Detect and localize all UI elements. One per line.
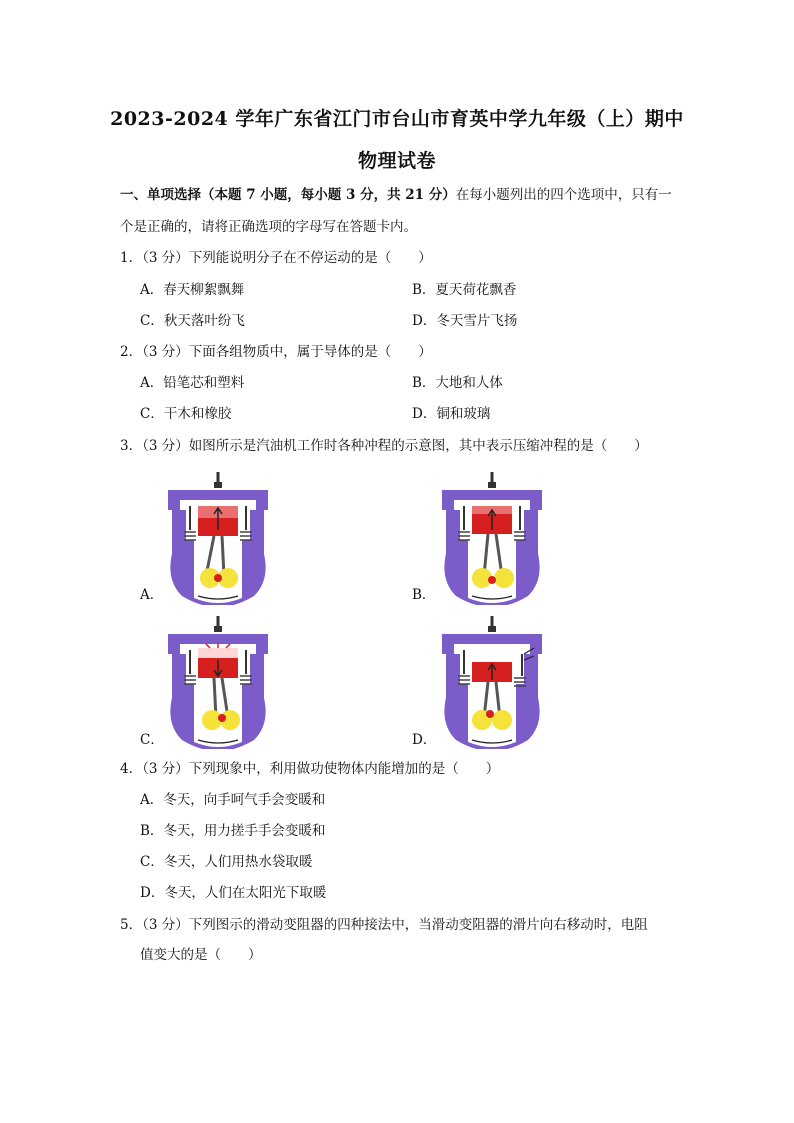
q4-stem: 4．（3 分）下列现象中，利用做功使物体内能增加的是（ ） (120, 761, 500, 777)
engine-d-svg (432, 614, 552, 749)
q2-option-b: B．大地和人体 (412, 375, 503, 391)
q3-stem: 3．（3 分）如图所示是汽油机工作时各种冲程的示意图，其中表示压缩冲程的是（ ） (120, 438, 648, 454)
q3-option-d: D． (412, 732, 437, 748)
section1-heading-rest: 在每小题列出的四个选项中，只有一 (455, 187, 672, 203)
q2-option-c: C．干木和橡胶 (140, 406, 232, 422)
q1-option-d: D．冬天雪片飞扬 (412, 313, 518, 329)
engine-a-svg (158, 470, 278, 605)
q2-option-d: D．铜和玻璃 (412, 406, 491, 422)
q1-option-c: C．秋天落叶纷飞 (140, 313, 245, 329)
q4-option-b: B．冬天，用力搓手手会变暖和 (140, 823, 326, 839)
exam-title-line2: 物理试卷 (357, 150, 436, 172)
q4-option-a: A．冬天，向手呵气手会变暖和 (140, 792, 326, 808)
q4-option-d: D．冬天，人们在太阳光下取暖 (140, 885, 327, 901)
q3-option-a: A． (140, 587, 164, 603)
exam-title-line1: 2023-2024 学年广东省江门市台山市育英中学九年级（上）期中 (110, 108, 684, 130)
q1-option-a: A．春天柳絮飘舞 (140, 282, 245, 298)
engine-diagram-b (432, 470, 552, 605)
engine-diagram-a (158, 470, 278, 605)
q2-stem: 2．（3 分）下面各组物质中，属于导体的是（ ） (120, 344, 432, 360)
section1-heading-line2: 个是正确的，请将正确选项的字母写在答题卡内。 (120, 219, 417, 235)
q4-option-c: C．冬天，人们用热水袋取暖 (140, 854, 313, 870)
q3-option-c: C． (140, 732, 164, 748)
q5-stem-line1: 5．（3 分）下列图示的滑动变阻器的四种接法中，当滑动变阻器的滑片向右移动时，电阻 (120, 917, 648, 933)
engine-c-svg (158, 614, 278, 749)
q5-stem-line2: 值变大的是（ ） (140, 947, 262, 963)
q2-option-a: A．铅笔芯和塑料 (140, 375, 245, 391)
engine-diagram-d (432, 614, 552, 749)
section1-heading-bold: 一、单项选择（本题 7 小题，每小题 3 分，共 21 分） (120, 187, 456, 203)
engine-b-svg (432, 470, 552, 605)
q1-option-b: B．夏天荷花飘香 (412, 282, 517, 298)
q1-stem: 1．（3 分）下列能说明分子在不停运动的是（ ） (120, 250, 432, 266)
q3-option-b: B． (412, 587, 436, 603)
section1-heading (120, 186, 672, 204)
engine-diagram-c (158, 614, 278, 749)
